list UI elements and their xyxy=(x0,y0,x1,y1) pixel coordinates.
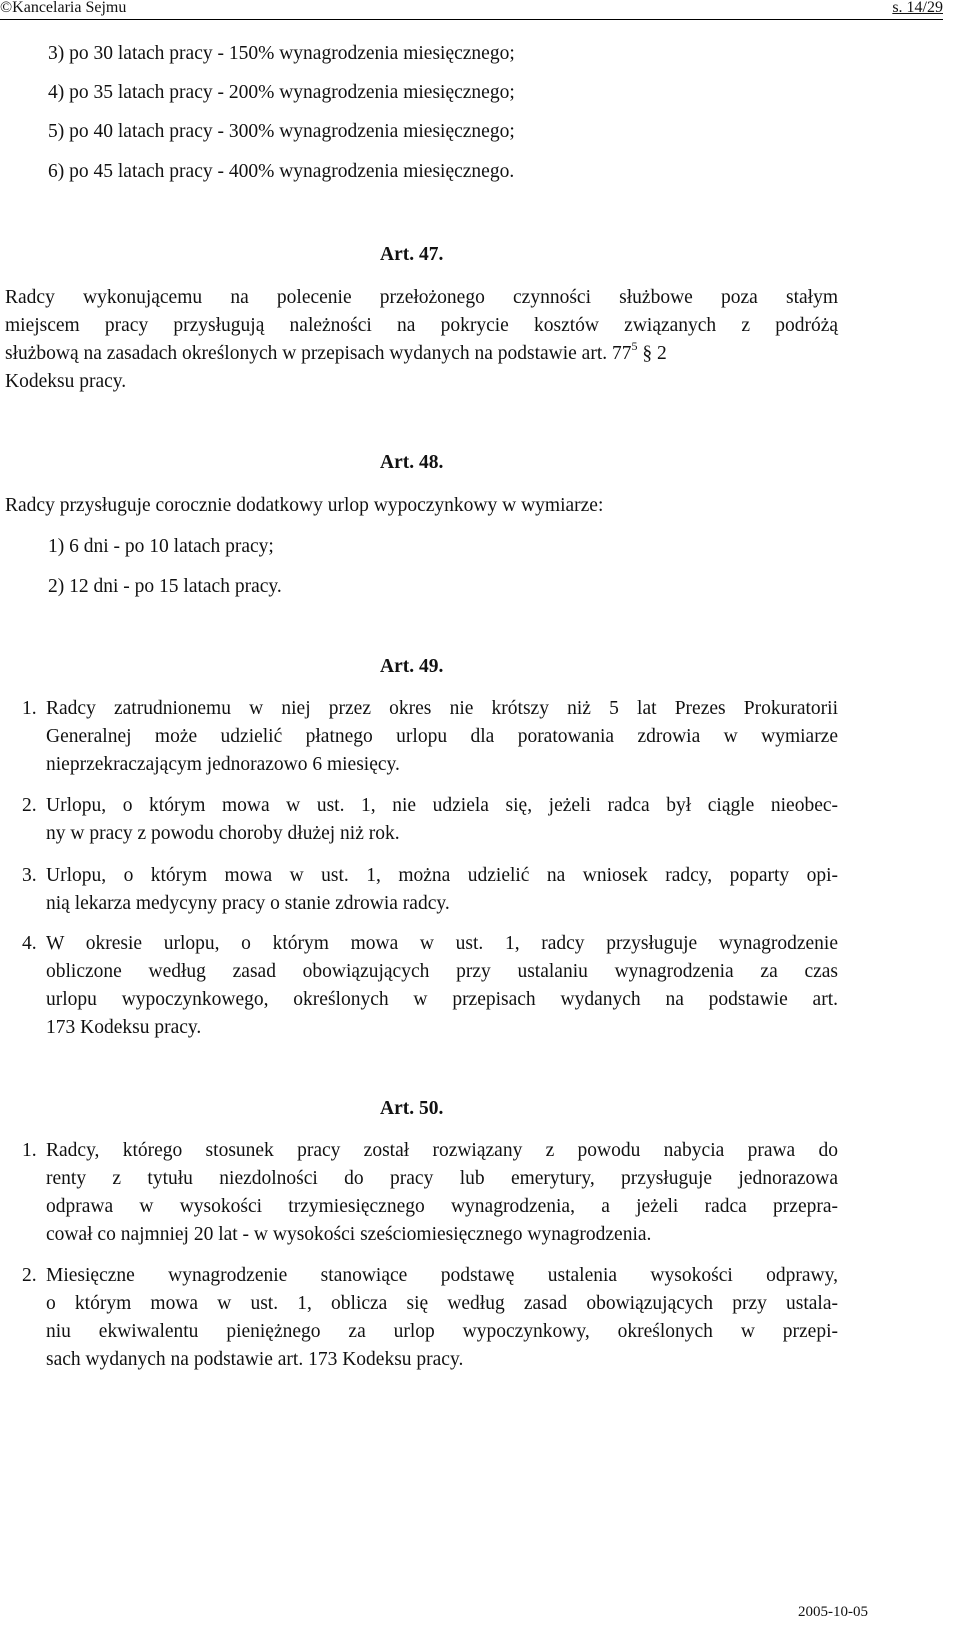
article-47-line: służbową na zasadach określonych w przepisach wydanych na podstawie art. $77^5$ § 2 xyxy=(5,338,667,364)
list-item: 3) po 30 latach pracy - 150% wynagrodzenia miesięcznego; xyxy=(48,43,515,64)
paragraph-line: W okresie urlopu, o którym mowa w ust. 1, radcy przysługuje wynagrodzenie xyxy=(46,933,838,954)
paragraph-line: nią lekarza medycyny pracy o stanie zdrowia radcy. xyxy=(46,893,450,914)
list-item: 1) 6 dni - po 10 latach pracy; xyxy=(48,536,274,557)
header-source: ©Kancelaria Sejmu xyxy=(0,0,127,16)
footer-date: 2005-10-05 xyxy=(798,1604,868,1620)
paragraph-number: 1. xyxy=(22,1140,37,1161)
paragraph-line: urlopu wypoczynkowego, określonych w przepisach wydanych na podstawie art. xyxy=(46,989,838,1010)
paragraph-line: renty z tytułu niezdolności do pracy lub emerytury, przysługuje jednorazowa xyxy=(46,1168,838,1189)
paragraph-line: Miesięczne wynagrodzenie stanowiące podstawę ustalenia wysokości odprawy, xyxy=(46,1265,838,1286)
article-47-title: Art. 47. xyxy=(380,244,444,265)
paragraph-line: Urlopu, o którym mowa w ust. 1, nie udziela się, jeżeli radca był ciągle nieobec- xyxy=(46,795,838,816)
paragraph-number: 2. xyxy=(22,795,37,816)
paragraph-line: sach wydanych na podstawie art. 173 Kodeksu pracy. xyxy=(46,1349,464,1370)
article-47-line: miejscem pracy przysługują należności na pokrycie kosztów związanych z podróżą xyxy=(5,315,838,336)
article-48-intro: Radcy przysługuje corocznie dodatkowy urlop wypoczynkowy w wymiarze: xyxy=(5,495,604,516)
paragraph-line: ny w pracy z powodu choroby dłużej niż rok. xyxy=(46,823,400,844)
article-49-title: Art. 49. xyxy=(380,656,444,677)
superscript: 5 xyxy=(631,338,638,353)
paragraph-number: 4. xyxy=(22,933,37,954)
list-item: 5) po 40 latach pracy - 300% wynagrodzenia miesięcznego; xyxy=(48,121,515,142)
article-48-title: Art. 48. xyxy=(380,452,444,473)
paragraph-number: 1. xyxy=(22,698,37,719)
paragraph-line: Radcy, którego stosunek pracy został rozwiązany z powodu nabycia prawa do xyxy=(46,1140,838,1161)
paragraph-line: niu ekwiwalentu pieniężnego za urlop wypoczynkowy, określonych w przepi- xyxy=(46,1321,838,1342)
paragraph-line: o którym mowa w ust. 1, oblicza się według zasad obowiązujących przy ustala- xyxy=(46,1293,838,1314)
page-header xyxy=(0,0,943,20)
article-50-title: Art. 50. xyxy=(380,1098,444,1119)
paragraph-number: 2. xyxy=(22,1265,37,1286)
paragraph-line: Urlopu, o którym mowa w ust. 1, można udzielić na wniosek radcy, poparty opi- xyxy=(46,865,838,886)
list-item: 4) po 35 latach pracy - 200% wynagrodzenia miesięcznego; xyxy=(48,82,515,103)
list-item: 2) 12 dni - po 15 latach pracy. xyxy=(48,576,282,597)
article-47-line: Kodeksu pracy. xyxy=(5,371,127,392)
paragraph-line: cował co najmniej 20 lat - w wysokości sześciomiesięcznego wynagrodzenia. xyxy=(46,1224,652,1245)
paragraph-number: 3. xyxy=(22,865,37,886)
paragraph-line: obliczone według zasad obowiązujących przy ustalaniu wynagrodzenia za czas xyxy=(46,961,838,982)
list-item: 6) po 45 latach pracy - 400% wynagrodzenia miesięcznego. xyxy=(48,161,515,182)
article-47-line: Radcy wykonującemu na polecenie przełożonego czynności służbowe poza stałym xyxy=(5,287,838,308)
paragraph-line: Radcy zatrudnionemu w niej przez okres nie krótszy niż 5 lat Prezes Prokuratorii xyxy=(46,698,838,719)
paragraph-line: 173 Kodeksu pracy. xyxy=(46,1017,202,1038)
header-page-number: s. 14/29 xyxy=(892,0,943,16)
paragraph-line: nieprzekraczającym jednorazowo 6 miesięcy. xyxy=(46,754,400,775)
paragraph-line: odprawa w wysokości trzymiesięcznego wynagrodzenia, a jeżeli radca przepra- xyxy=(46,1196,838,1217)
paragraph-line: Generalnej może udzielić płatnego urlopu dla poratowania zdrowia w wymiarze xyxy=(46,726,838,747)
